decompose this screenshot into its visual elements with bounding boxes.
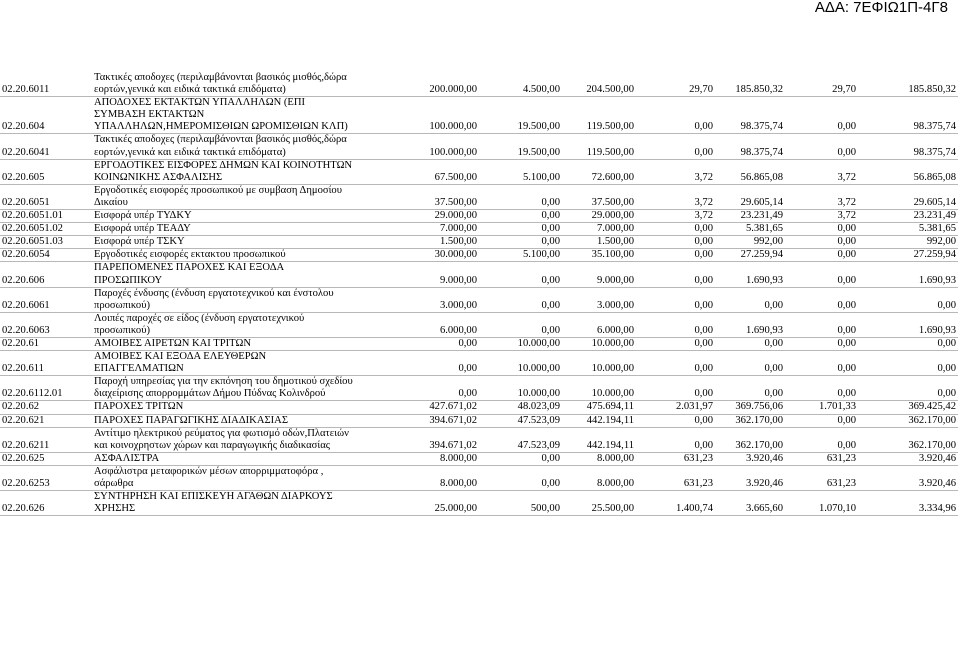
row-value: 119.500,00 bbox=[586, 146, 635, 158]
row-value: 0,00 bbox=[837, 388, 857, 400]
row-value: 0,00 bbox=[541, 274, 561, 286]
row-value: 19.500,00 bbox=[517, 121, 561, 133]
row-code: 02.20.6051 bbox=[2, 196, 50, 208]
ada-header: ΑΔΑ: 7ΕΦΙΩ1Π-4Γ8 bbox=[814, 0, 948, 16]
row-description: ΣΥΝΤΗΡΗΣΗ ΚΑΙ ΕΠΙΣΚΕΥΗ ΑΓΑΘΩΝ ΔΙΑΡΚΟΥΣ ΧΡΗΣΗΣ bbox=[94, 491, 333, 515]
row-value: 3.000,00 bbox=[596, 299, 635, 311]
row-code: 02.20.62 bbox=[2, 401, 40, 413]
row-code: 02.20.604 bbox=[2, 121, 45, 133]
row-description: Αντίτιμο ηλεκτρικού ρεύματος για φωτισμό οδών,Πλατειών και κοινοχρηστων χώρων και παραγωγικής διαδικασίας bbox=[94, 427, 349, 451]
row-code: 02.20.6112.01 bbox=[2, 388, 63, 400]
row-value: 19.500,00 bbox=[517, 146, 561, 158]
row-value: 362.170,00 bbox=[908, 439, 956, 451]
row-value: 0,00 bbox=[837, 439, 857, 451]
row-code: 02.20.6041 bbox=[2, 146, 50, 158]
row-value: 10.000,00 bbox=[517, 363, 561, 375]
row-value: 0,00 bbox=[837, 146, 857, 158]
row-value: 0,00 bbox=[937, 299, 956, 311]
budget-table-body bbox=[0, 72, 958, 516]
row-value: 98.375,74 bbox=[913, 121, 956, 133]
row-description: Λοιπές παροχές σε είδος (ένδυση εργατοτεχνικού προσωπικού) bbox=[94, 312, 305, 336]
table-row bbox=[0, 401, 958, 414]
row-value: 0,00 bbox=[694, 121, 714, 133]
row-value: 1.500,00 bbox=[439, 236, 478, 248]
table-row bbox=[0, 351, 958, 376]
row-value: 500,00 bbox=[530, 503, 561, 515]
row-value: 29,70 bbox=[689, 84, 714, 96]
row-value: 56.865,08 bbox=[740, 171, 784, 183]
row-value: 100.000,00 bbox=[429, 121, 478, 133]
row-value: 30.000,00 bbox=[434, 249, 478, 261]
row-value: 5.381,65 bbox=[918, 223, 956, 235]
row-value: 72.600,00 bbox=[591, 171, 635, 183]
row-description: ΑΜΟΙΒΕΣ ΑΙΡΕΤΩΝ ΚΑΙ ΤΡΙΤΩΝ bbox=[94, 337, 251, 349]
row-value: 442.194,11 bbox=[586, 439, 635, 451]
row-value: 3,72 bbox=[837, 196, 857, 208]
row-code: 02.20.6061 bbox=[2, 299, 50, 311]
row-value: 9.000,00 bbox=[596, 274, 635, 286]
row-value: 362.170,00 bbox=[735, 414, 784, 426]
row-value: 2.031,97 bbox=[675, 401, 714, 413]
row-value: 631,23 bbox=[683, 452, 714, 464]
row-description: Εισφορά υπέρ ΤΕΑΔΥ bbox=[94, 223, 191, 235]
row-value: 27.259,94 bbox=[913, 249, 956, 261]
row-description: ΑΠΟΔΟΧΕΣ ΕΚΤΑΚΤΩΝ ΥΠΑΛΛΗΛΩΝ (ΕΠΙ ΣΥΜΒΑΣΗ ΕΚΤΑΚΤΩΝ ΥΠΑΛΛΗΛΩΝ,ΗΜΕΡΟΜΙΣΘΙΩΝ ΩΡΟΜΙΣΘΙΩΝ ΚΛΠ) bbox=[94, 97, 348, 133]
row-value: 5.381,65 bbox=[745, 223, 784, 235]
row-value: 29.000,00 bbox=[434, 210, 478, 222]
row-value: 3,72 bbox=[837, 171, 857, 183]
row-value: 0,00 bbox=[694, 274, 714, 286]
row-description: Εισφορά υπέρ ΤΣΚΥ bbox=[94, 236, 185, 248]
row-value: 0,00 bbox=[937, 363, 956, 375]
row-description: Παροχή υπηρεσίας για την εκπόνηση του δημοτικού σχεδίου διαχείρισης απορρομμάτων Δήμου Πύδνας Κολινδρού bbox=[94, 376, 353, 400]
row-code: 02.20.6051.02 bbox=[2, 223, 63, 235]
row-value: 0,00 bbox=[541, 478, 561, 489]
row-value: 10.000,00 bbox=[591, 388, 635, 400]
table-row bbox=[0, 491, 958, 516]
table-row bbox=[0, 452, 958, 465]
table-row bbox=[0, 97, 958, 134]
row-value: 25.000,00 bbox=[434, 503, 478, 515]
row-code: 02.20.6063 bbox=[2, 324, 50, 336]
row-value: 100.000,00 bbox=[429, 146, 478, 158]
table-row bbox=[0, 427, 958, 452]
row-value: 6.000,00 bbox=[596, 324, 635, 336]
row-code: 02.20.605 bbox=[2, 171, 45, 183]
row-value: 0,00 bbox=[694, 388, 714, 400]
row-value: 0,00 bbox=[837, 337, 857, 349]
row-value: 10.000,00 bbox=[517, 337, 561, 349]
row-value: 23.231,49 bbox=[913, 210, 956, 222]
row-value: 1.690,93 bbox=[745, 274, 784, 286]
row-description: Τακτικές αποδοχες (περιλαμβάνονται βασικός μισθός,δώρα εορτών,γενικά και ειδικά τακτικά επιδόματα) bbox=[94, 134, 347, 158]
row-value: 475.694,11 bbox=[586, 401, 635, 413]
row-value: 200.000,00 bbox=[429, 84, 478, 96]
row-value: 0,00 bbox=[837, 223, 857, 235]
row-value: 8.000,00 bbox=[596, 478, 635, 489]
row-value: 0,00 bbox=[694, 324, 714, 336]
row-value: 10.000,00 bbox=[591, 337, 635, 349]
row-value: 0,00 bbox=[764, 299, 784, 311]
row-value: 98.375,74 bbox=[913, 146, 956, 158]
row-description: Εργοδοτικές εισφορές προσωπικού με συμβαση Δημοσίου Δικαίου bbox=[94, 184, 342, 208]
row-value: 0,00 bbox=[837, 249, 857, 261]
row-value: 3.665,60 bbox=[745, 503, 784, 515]
row-value: 29,70 bbox=[832, 84, 857, 96]
row-value: 56.865,08 bbox=[913, 171, 956, 183]
row-description: ΠΑΡΕΠΟΜΕΝΕΣ ΠΑΡΟΧΕΣ ΚΑΙ ΕΞΟΔΑ ΠΡΟΣΩΠΙΚΟΥ bbox=[94, 262, 284, 286]
row-value: 0,00 bbox=[458, 363, 478, 375]
row-value: 0,00 bbox=[694, 439, 714, 451]
row-value: 6.000,00 bbox=[439, 324, 478, 336]
row-value: 0,00 bbox=[541, 196, 561, 208]
row-value: 1.500,00 bbox=[596, 236, 635, 248]
row-value: 0,00 bbox=[541, 236, 561, 248]
table-row bbox=[0, 414, 958, 427]
row-code: 02.20.625 bbox=[2, 452, 45, 464]
row-value: 3.000,00 bbox=[439, 299, 478, 311]
table-row bbox=[0, 337, 958, 350]
row-code: 02.20.6253 bbox=[2, 478, 50, 489]
row-value: 67.500,00 bbox=[434, 171, 478, 183]
row-value: 0,00 bbox=[694, 236, 714, 248]
row-description: ΑΜΟΙΒΕΣ ΚΑΙ ΕΞΟΔΑ ΕΛΕΥΘΕΡΩΝ ΕΠΑΓΓΕΛΜΑΤΙΩΝ bbox=[94, 351, 267, 375]
row-value: 3.920,46 bbox=[918, 452, 956, 464]
row-value: 35.100,00 bbox=[591, 249, 635, 261]
row-value: 0,00 bbox=[694, 299, 714, 311]
row-value: 119.500,00 bbox=[586, 121, 635, 133]
row-value: 0,00 bbox=[764, 337, 784, 349]
row-value: 0,00 bbox=[541, 210, 561, 222]
table-row bbox=[0, 236, 958, 249]
row-value: 992,00 bbox=[753, 236, 784, 248]
row-value: 0,00 bbox=[937, 388, 956, 400]
row-value: 369.425,42 bbox=[908, 401, 956, 413]
row-value: 29.000,00 bbox=[591, 210, 635, 222]
row-value: 3,72 bbox=[837, 210, 857, 222]
row-value: 27.259,94 bbox=[740, 249, 784, 261]
row-value: 0,00 bbox=[458, 388, 478, 400]
row-value: 3,72 bbox=[694, 171, 714, 183]
table-row bbox=[0, 312, 958, 337]
row-value: 0,00 bbox=[541, 324, 561, 336]
row-description: Τακτικές αποδοχες (περιλαμβάνονται βασικός μισθός,δώρα εορτών,γενικά και ειδικά τακτικά επιδόματα) bbox=[94, 72, 347, 96]
row-description: ΠΑΡΟΧΕΣ ΤΡΙΤΩΝ bbox=[94, 401, 184, 413]
row-value: 1.070,10 bbox=[818, 503, 857, 515]
row-value: 47.523,09 bbox=[517, 414, 561, 426]
row-value: 3,72 bbox=[694, 196, 714, 208]
row-value: 3.920,46 bbox=[918, 478, 956, 489]
row-value: 0,00 bbox=[837, 121, 857, 133]
table-row bbox=[0, 262, 958, 287]
row-value: 0,00 bbox=[694, 223, 714, 235]
row-value: 8.000,00 bbox=[439, 452, 478, 464]
row-value: 631,23 bbox=[826, 452, 857, 464]
row-value: 98.375,74 bbox=[740, 146, 784, 158]
row-value: 7.000,00 bbox=[439, 223, 478, 235]
row-code: 02.20.6211 bbox=[2, 439, 50, 451]
table-row bbox=[0, 249, 958, 262]
row-value: 1.701,33 bbox=[818, 401, 857, 413]
table-row bbox=[0, 72, 958, 97]
row-value: 10.000,00 bbox=[591, 363, 635, 375]
row-value: 0,00 bbox=[541, 452, 561, 464]
row-value: 427.671,02 bbox=[429, 401, 478, 413]
row-value: 3.334,96 bbox=[918, 503, 956, 515]
table-row bbox=[0, 210, 958, 223]
row-value: 185.850,32 bbox=[735, 84, 784, 96]
row-value: 8.000,00 bbox=[439, 478, 478, 489]
row-code: 02.20.6011 bbox=[2, 84, 50, 96]
row-value: 0,00 bbox=[837, 414, 857, 426]
row-value: 0,00 bbox=[837, 274, 857, 286]
table-row bbox=[0, 159, 958, 184]
row-value: 9.000,00 bbox=[439, 274, 478, 286]
table-row bbox=[0, 223, 958, 236]
row-value: 1.690,93 bbox=[745, 324, 784, 336]
row-value: 25.500,00 bbox=[591, 503, 635, 515]
row-value: 29.605,14 bbox=[740, 196, 784, 208]
row-value: 8.000,00 bbox=[596, 452, 635, 464]
row-description: Εργοδοτικές εισφορές εκτακτου προσωπικού bbox=[94, 249, 286, 261]
row-value: 992,00 bbox=[926, 236, 956, 248]
row-code: 02.20.6051.01 bbox=[2, 210, 63, 222]
row-value: 0,00 bbox=[837, 324, 857, 336]
row-value: 37.500,00 bbox=[591, 196, 635, 208]
row-value: 3.920,46 bbox=[745, 478, 784, 489]
row-value: 5.100,00 bbox=[522, 249, 561, 261]
row-value: 5.100,00 bbox=[522, 171, 561, 183]
row-description: ΠΑΡΟΧΕΣ ΠΑΡΑΓΩΓΙΚΗΣ ΔΙΑΔΙΚΑΣΙΑΣ bbox=[94, 414, 288, 426]
row-code: 02.20.606 bbox=[2, 274, 45, 286]
table-row bbox=[0, 134, 958, 159]
row-value: 3,72 bbox=[694, 210, 714, 222]
row-value: 7.000,00 bbox=[596, 223, 635, 235]
row-code: 02.20.611 bbox=[2, 363, 44, 375]
table-row bbox=[0, 465, 958, 490]
row-value: 29.605,14 bbox=[913, 196, 956, 208]
row-value: 48.023,09 bbox=[517, 401, 561, 413]
row-value: 394.671,02 bbox=[429, 439, 478, 451]
row-value: 0,00 bbox=[694, 146, 714, 158]
row-value: 362.170,00 bbox=[908, 414, 956, 426]
row-value: 0,00 bbox=[837, 299, 857, 311]
row-value: 369.756,06 bbox=[735, 401, 784, 413]
row-value: 0,00 bbox=[541, 299, 561, 311]
row-value: 3.920,46 bbox=[745, 452, 784, 464]
row-value: 98.375,74 bbox=[740, 121, 784, 133]
row-code: 02.20.621 bbox=[2, 414, 45, 426]
row-code: 02.20.6054 bbox=[2, 249, 50, 261]
row-value: 47.523,09 bbox=[517, 439, 561, 451]
table-row bbox=[0, 376, 958, 401]
row-value: 10.000,00 bbox=[517, 388, 561, 400]
row-description: Εισφορά υπέρ ΤΥΔΚΥ bbox=[94, 210, 192, 222]
row-value: 1.690,93 bbox=[918, 274, 956, 286]
row-description: ΕΡΓΟΔΟΤΙΚΕΣ ΕΙΣΦΟΡΕΣ ΔΗΜΩΝ ΚΑΙ ΚΟΙΝΟΤΗΤΩΝ ΚΟΙΝΩΝΙΚΗΣ ΑΣΦΑΛΙΣΗΣ bbox=[94, 159, 353, 183]
row-value: 185.850,32 bbox=[908, 84, 956, 96]
row-value: 0,00 bbox=[458, 337, 478, 349]
row-value: 0,00 bbox=[837, 236, 857, 248]
row-value: 362.170,00 bbox=[735, 439, 784, 451]
row-code: 02.20.61 bbox=[2, 337, 40, 349]
row-value: 37.500,00 bbox=[434, 196, 478, 208]
row-value: 394.671,02 bbox=[429, 414, 478, 426]
row-value: 204.500,00 bbox=[586, 84, 635, 96]
row-value: 0,00 bbox=[694, 249, 714, 261]
row-value: 0,00 bbox=[937, 337, 956, 349]
row-description: Ασφάλιστρα μεταφορικών μέσων απορριμματοφόρα , σάρωθρα bbox=[94, 465, 324, 489]
row-value: 1.690,93 bbox=[918, 324, 956, 336]
row-value: 0,00 bbox=[837, 363, 857, 375]
row-value: 0,00 bbox=[694, 363, 714, 375]
row-value: 0,00 bbox=[694, 414, 714, 426]
row-value: 631,23 bbox=[826, 478, 857, 489]
row-value: 0,00 bbox=[694, 337, 714, 349]
row-value: 0,00 bbox=[764, 388, 784, 400]
row-description: Παροχές ένδυσης (ένδυση εργατοτεχνικού και ένστολου προσωπικού) bbox=[94, 287, 334, 311]
budget-table bbox=[0, 72, 958, 516]
table-row bbox=[0, 287, 958, 312]
row-value: 0,00 bbox=[541, 223, 561, 235]
row-value: 23.231,49 bbox=[740, 210, 784, 222]
row-code: 02.20.626 bbox=[2, 503, 45, 515]
row-value: 0,00 bbox=[764, 363, 784, 375]
row-value: 4.500,00 bbox=[522, 84, 561, 96]
row-code: 02.20.6051.03 bbox=[2, 236, 63, 248]
table-row bbox=[0, 184, 958, 209]
row-value: 631,23 bbox=[683, 478, 714, 489]
row-value: 442.194,11 bbox=[586, 414, 635, 426]
row-value: 1.400,74 bbox=[675, 503, 714, 515]
row-description: ΑΣΦΑΛΙΣΤΡΑ bbox=[94, 452, 160, 464]
